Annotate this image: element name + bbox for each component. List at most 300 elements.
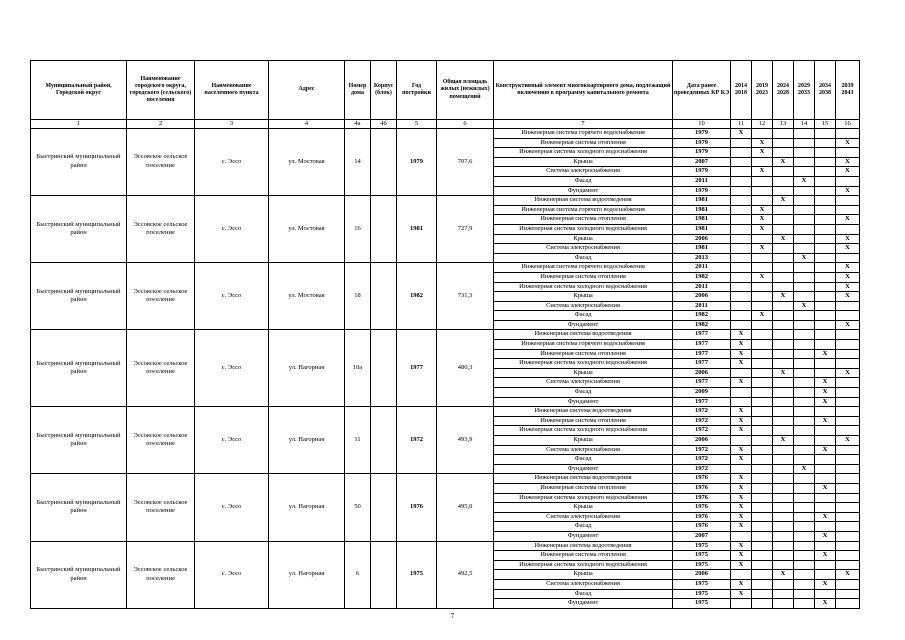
repair-period-mark: X — [815, 551, 836, 561]
structural-element-cell: Крыша — [494, 292, 673, 302]
structural-element-cell: Крыша — [494, 368, 673, 378]
repair-period-mark — [815, 560, 836, 570]
structural-element-cell: Инженерная система отопления — [494, 215, 673, 225]
repair-period-mark: X — [731, 541, 752, 551]
structural-element-cell: Фундамент — [494, 397, 673, 407]
column-number: 6 — [437, 120, 494, 129]
previous-repair-date-cell: 1972 — [673, 416, 731, 426]
previous-repair-date-cell: 2007 — [673, 157, 731, 167]
repair-period-mark — [773, 253, 794, 263]
repair-period-mark: X — [731, 474, 752, 484]
repair-period-mark — [773, 129, 794, 139]
structural-element-cell: Инженерная система отопления — [494, 138, 673, 148]
repair-period-mark — [815, 224, 836, 234]
repair-period-mark — [815, 503, 836, 513]
repair-period-mark — [794, 512, 815, 522]
repair-period-mark — [731, 311, 752, 321]
repair-period-mark: X — [836, 157, 860, 167]
repair-period-mark: X — [815, 531, 836, 541]
repair-period-mark — [836, 560, 860, 570]
block-cell — [371, 196, 397, 263]
area-cell: 480,3 — [437, 330, 494, 407]
locality-cell: с. Эссо — [195, 407, 269, 474]
repair-period-mark — [815, 541, 836, 551]
repair-period-mark: X — [752, 138, 773, 148]
header-district: Муниципальный район, Городской округ — [31, 61, 127, 120]
previous-repair-date-cell: 2011 — [673, 282, 731, 292]
block-cell — [371, 407, 397, 474]
repair-period-mark — [773, 263, 794, 273]
repair-period-mark: X — [731, 416, 752, 426]
repair-period-mark: X — [752, 224, 773, 234]
capital-repair-program-table — [30, 60, 860, 609]
repair-period-mark — [752, 340, 773, 350]
previous-repair-date-cell: 2007 — [673, 531, 731, 541]
column-number: 4б — [371, 120, 397, 129]
repair-period-mark: X — [731, 579, 752, 589]
locality-cell: с. Эссо — [195, 129, 269, 196]
house-number-cell: 6 — [345, 541, 371, 608]
repair-period-mark — [731, 531, 752, 541]
repair-period-mark — [794, 148, 815, 158]
previous-repair-date-cell: 1976 — [673, 512, 731, 522]
year-built-cell: 1982 — [397, 263, 437, 330]
repair-period-mark — [836, 512, 860, 522]
column-number: 14 — [794, 120, 815, 129]
repair-period-mark — [815, 138, 836, 148]
house-number-cell: 11 — [345, 407, 371, 474]
repair-period-mark — [836, 388, 860, 398]
previous-repair-date-cell: 2013 — [673, 253, 731, 263]
repair-period-mark — [773, 426, 794, 436]
previous-repair-date-cell: 2006 — [673, 234, 731, 244]
repair-period-mark — [731, 196, 752, 206]
previous-repair-date-cell: 2006 — [673, 368, 731, 378]
repair-period-mark — [731, 253, 752, 263]
structural-element-cell: Инженерная система холодного водоснабжения — [494, 148, 673, 158]
repair-period-mark — [794, 138, 815, 148]
structural-element-cell: Инженерная система холодного водоснабжения — [494, 426, 673, 436]
repair-period-mark: X — [836, 272, 860, 282]
repair-period-mark — [815, 455, 836, 465]
year-built-cell: 1981 — [397, 196, 437, 263]
repair-period-mark — [731, 368, 752, 378]
repair-period-mark — [815, 493, 836, 503]
repair-period-mark — [773, 493, 794, 503]
repair-period-mark — [752, 426, 773, 436]
structural-element-cell: Инженерная система водоотведения — [494, 474, 673, 484]
repair-period-mark — [836, 301, 860, 311]
previous-repair-date-cell: 1977 — [673, 359, 731, 369]
repair-period-mark — [752, 570, 773, 580]
repair-period-mark — [773, 340, 794, 350]
repair-period-mark — [752, 320, 773, 330]
column-number: 3 — [195, 120, 269, 129]
repair-period-mark: X — [836, 263, 860, 273]
table-body — [31, 129, 860, 609]
previous-repair-date-cell: 1977 — [673, 330, 731, 340]
repair-period-mark: X — [731, 407, 752, 417]
repair-period-mark — [815, 311, 836, 321]
repair-period-mark — [752, 301, 773, 311]
repair-period-mark: X — [836, 368, 860, 378]
previous-repair-date-cell: 2006 — [673, 292, 731, 302]
header-address: Адрес — [269, 61, 345, 120]
column-number: 5 — [397, 120, 437, 129]
repair-period-mark — [815, 407, 836, 417]
repair-period-mark — [815, 292, 836, 302]
repair-period-mark — [794, 272, 815, 282]
repair-period-mark — [836, 359, 860, 369]
previous-repair-date-cell: 1977 — [673, 378, 731, 388]
repair-period-mark — [794, 416, 815, 426]
column-number: 1 — [31, 120, 127, 129]
repair-period-mark — [794, 455, 815, 465]
area-cell: 493,9 — [437, 407, 494, 474]
header-block: Корпус (блок) — [371, 61, 397, 120]
repair-period-mark — [794, 320, 815, 330]
repair-period-mark — [794, 157, 815, 167]
street-cell: ул. Мостовая — [269, 263, 345, 330]
structural-element-cell: Инженерная система водоотведения — [494, 407, 673, 417]
repair-period-mark — [815, 215, 836, 225]
repair-period-mark — [815, 330, 836, 340]
repair-period-mark — [773, 397, 794, 407]
repair-period-mark — [815, 234, 836, 244]
repair-period-mark — [794, 292, 815, 302]
repair-period-mark: X — [731, 455, 752, 465]
repair-period-mark — [773, 167, 794, 177]
repair-period-mark: X — [752, 167, 773, 177]
column-number: 15 — [815, 120, 836, 129]
previous-repair-date-cell: 1979 — [673, 148, 731, 158]
repair-period-mark — [794, 541, 815, 551]
repair-period-mark — [752, 292, 773, 302]
repair-period-mark — [752, 464, 773, 474]
repair-period-mark — [836, 407, 860, 417]
structural-element-cell: Инженерная система отопления — [494, 272, 673, 282]
repair-period-mark — [815, 570, 836, 580]
repair-period-mark — [752, 416, 773, 426]
previous-repair-date-cell: 1972 — [673, 426, 731, 436]
repair-period-mark — [836, 551, 860, 561]
repair-period-mark — [794, 349, 815, 359]
repair-period-mark — [836, 205, 860, 215]
repair-period-mark: X — [773, 234, 794, 244]
structural-element-cell: Фасад — [494, 522, 673, 532]
table-row — [31, 330, 860, 340]
structural-element-cell: Инженерная система водоотведения — [494, 541, 673, 551]
year-built-cell: 1976 — [397, 474, 437, 541]
repair-period-mark: X — [731, 522, 752, 532]
repair-period-mark: X — [752, 148, 773, 158]
repair-period-mark — [752, 263, 773, 273]
repair-period-mark — [773, 282, 794, 292]
repair-period-mark — [773, 138, 794, 148]
repair-period-mark — [794, 551, 815, 561]
district-cell: Быстринский муниципальный район — [31, 474, 127, 541]
repair-period-mark — [773, 416, 794, 426]
repair-period-mark — [794, 244, 815, 254]
structural-element-cell: Инженерная система горячего водоснабжения — [494, 129, 673, 139]
header-period-2039-2043: 2039 2043 — [836, 61, 860, 120]
repair-period-mark — [794, 493, 815, 503]
repair-period-mark — [773, 349, 794, 359]
previous-repair-date-cell: 1981 — [673, 196, 731, 206]
repair-period-mark — [773, 531, 794, 541]
repair-period-mark — [773, 503, 794, 513]
structural-element-cell: Система электроснабжения — [494, 512, 673, 522]
structural-element-cell: Система электроснабжения — [494, 244, 673, 254]
header-structural-element: Конструктивный элемент многоквартирного дома, подлежащий включению в программу капитального ремонта — [494, 61, 673, 120]
repair-period-mark: X — [773, 368, 794, 378]
previous-repair-date-cell: 1982 — [673, 272, 731, 282]
repair-period-mark: X — [815, 397, 836, 407]
repair-period-mark — [815, 148, 836, 158]
structural-element-cell: Крыша — [494, 570, 673, 580]
settlement-cell: Эссовское сельское поселение — [127, 474, 195, 541]
repair-period-mark — [752, 551, 773, 561]
repair-period-mark: X — [794, 176, 815, 186]
repair-period-mark — [752, 397, 773, 407]
house-number-cell: 14 — [345, 129, 371, 196]
block-cell — [371, 263, 397, 330]
repair-period-mark — [752, 282, 773, 292]
street-cell: ул. Нагорная — [269, 330, 345, 407]
district-cell: Быстринский муниципальный район — [31, 330, 127, 407]
structural-element-cell: Система электроснабжения — [494, 579, 673, 589]
repair-period-mark: X — [731, 512, 752, 522]
settlement-cell: Эссовское сельское поселение — [127, 541, 195, 608]
previous-repair-date-cell: 1977 — [673, 349, 731, 359]
district-cell: Быстринский муниципальный район — [31, 196, 127, 263]
repair-period-mark: X — [836, 186, 860, 196]
repair-period-mark — [794, 483, 815, 493]
repair-period-mark — [815, 474, 836, 484]
repair-period-mark — [752, 483, 773, 493]
repair-period-mark — [836, 541, 860, 551]
repair-period-mark — [815, 272, 836, 282]
repair-period-mark — [794, 474, 815, 484]
repair-period-mark — [815, 244, 836, 254]
repair-period-mark: X — [836, 215, 860, 225]
year-built-cell: 1979 — [397, 129, 437, 196]
repair-period-mark — [731, 397, 752, 407]
locality-cell: с. Эссо — [195, 196, 269, 263]
repair-period-mark — [836, 253, 860, 263]
area-cell: 731,3 — [437, 263, 494, 330]
repair-period-mark: X — [815, 445, 836, 455]
repair-period-mark — [794, 340, 815, 350]
settlement-cell: Эссовское сельское поселение — [127, 330, 195, 407]
header-locality: Наименование населенного пункта — [195, 61, 269, 120]
repair-period-mark — [836, 445, 860, 455]
settlement-cell: Эссовское сельское поселение — [127, 407, 195, 474]
repair-period-mark — [815, 167, 836, 177]
settlement-cell: Эссовское сельское поселение — [127, 196, 195, 263]
repair-period-mark — [836, 330, 860, 340]
house-number-cell: 10а — [345, 330, 371, 407]
repair-period-mark: X — [773, 196, 794, 206]
repair-period-mark — [752, 253, 773, 263]
repair-period-mark — [731, 205, 752, 215]
repair-period-mark: X — [731, 426, 752, 436]
previous-repair-date-cell: 1972 — [673, 445, 731, 455]
column-number: 12 — [752, 120, 773, 129]
repair-period-mark: X — [752, 272, 773, 282]
repair-period-mark — [752, 234, 773, 244]
column-number-row — [31, 120, 860, 129]
repair-period-mark — [773, 205, 794, 215]
repair-period-mark — [752, 196, 773, 206]
street-cell: ул. Мостовая — [269, 196, 345, 263]
previous-repair-date-cell: 1976 — [673, 493, 731, 503]
repair-period-mark — [731, 320, 752, 330]
repair-period-mark — [731, 388, 752, 398]
district-cell: Быстринский муниципальный район — [31, 407, 127, 474]
repair-period-mark — [794, 263, 815, 273]
repair-period-mark — [752, 503, 773, 513]
repair-period-mark: X — [731, 340, 752, 350]
table-row — [31, 263, 860, 273]
structural-element-cell: Инженерная система холодного водоснабжения — [494, 224, 673, 234]
repair-period-mark — [794, 599, 815, 609]
repair-period-mark: X — [731, 349, 752, 359]
year-built-cell: 1975 — [397, 541, 437, 608]
repair-period-mark — [794, 282, 815, 292]
table-row — [31, 129, 860, 139]
repair-period-mark — [752, 129, 773, 139]
settlement-cell: Эссовское сельское поселение — [127, 263, 195, 330]
repair-period-mark: X — [815, 388, 836, 398]
repair-period-mark: X — [731, 589, 752, 599]
district-cell: Быстринский муниципальный район — [31, 541, 127, 608]
repair-period-mark — [731, 599, 752, 609]
structural-element-cell: Инженерная система отопления — [494, 551, 673, 561]
column-number: 4а — [345, 120, 371, 129]
locality-cell: с. Эссо — [195, 474, 269, 541]
repair-period-mark — [794, 368, 815, 378]
repair-period-mark — [752, 186, 773, 196]
locality-cell: с. Эссо — [195, 330, 269, 407]
structural-element-cell: Инженерная система холодного водоснабжения — [494, 359, 673, 369]
structural-element-cell: Инженерная система горячего водоснабжения — [494, 205, 673, 215]
block-cell — [371, 474, 397, 541]
repair-period-mark — [752, 455, 773, 465]
repair-period-mark: X — [815, 378, 836, 388]
structural-element-cell: Крыша — [494, 157, 673, 167]
repair-period-mark — [731, 148, 752, 158]
repair-period-mark — [815, 205, 836, 215]
repair-period-mark — [836, 224, 860, 234]
repair-period-mark: X — [815, 349, 836, 359]
repair-period-mark: X — [836, 234, 860, 244]
repair-period-mark — [773, 474, 794, 484]
structural-element-cell: Инженерная система холодного водоснабжения — [494, 560, 673, 570]
repair-period-mark — [815, 157, 836, 167]
repair-period-mark — [815, 301, 836, 311]
structural-element-cell: Инженерная система горячего водоснабжения — [494, 263, 673, 273]
repair-period-mark — [794, 205, 815, 215]
previous-repair-date-cell: 1981 — [673, 205, 731, 215]
locality-cell: с. Эссо — [195, 263, 269, 330]
repair-period-mark — [731, 157, 752, 167]
repair-period-mark — [773, 483, 794, 493]
repair-period-mark: X — [752, 215, 773, 225]
repair-period-mark — [752, 522, 773, 532]
table-row — [31, 474, 860, 484]
structural-element-cell: Система электроснабжения — [494, 167, 673, 177]
repair-period-mark — [731, 272, 752, 282]
header-row — [31, 61, 860, 120]
repair-period-mark — [731, 282, 752, 292]
repair-period-mark — [815, 253, 836, 263]
repair-period-mark — [836, 397, 860, 407]
street-cell: ул. Нагорная — [269, 474, 345, 541]
repair-period-mark — [815, 263, 836, 273]
structural-element-cell: Система электроснабжения — [494, 445, 673, 455]
structural-element-cell: Фасад — [494, 589, 673, 599]
repair-period-mark — [836, 176, 860, 186]
repair-period-mark — [731, 570, 752, 580]
repair-period-mark — [836, 493, 860, 503]
repair-period-mark — [794, 426, 815, 436]
repair-period-mark — [773, 464, 794, 474]
repair-period-mark — [794, 378, 815, 388]
repair-period-mark — [731, 263, 752, 273]
repair-period-mark — [794, 311, 815, 321]
repair-period-mark — [773, 388, 794, 398]
repair-period-mark: X — [731, 503, 752, 513]
repair-period-mark — [752, 599, 773, 609]
structural-element-cell: Фасад — [494, 176, 673, 186]
repair-period-mark: X — [773, 292, 794, 302]
header-settlement: Наименование городского округа, городского (сельского) поселения — [127, 61, 195, 120]
repair-period-mark — [794, 522, 815, 532]
repair-period-mark — [773, 148, 794, 158]
repair-period-mark — [773, 541, 794, 551]
repair-period-mark — [815, 368, 836, 378]
repair-period-mark — [752, 436, 773, 446]
previous-repair-date-cell: 1977 — [673, 340, 731, 350]
repair-period-mark — [752, 541, 773, 551]
repair-period-mark — [815, 436, 836, 446]
repair-period-mark: X — [731, 129, 752, 139]
repair-period-mark — [794, 445, 815, 455]
repair-period-mark — [794, 560, 815, 570]
repair-period-mark — [836, 464, 860, 474]
repair-period-mark — [815, 589, 836, 599]
structural-element-cell: Инженерная система отопления — [494, 349, 673, 359]
previous-repair-date-cell: 1975 — [673, 599, 731, 609]
repair-period-mark — [773, 522, 794, 532]
repair-period-mark — [836, 599, 860, 609]
repair-period-mark — [794, 359, 815, 369]
repair-period-mark — [731, 244, 752, 254]
repair-period-mark — [794, 186, 815, 196]
previous-repair-date-cell: 2011 — [673, 263, 731, 273]
column-number: 7 — [494, 120, 673, 129]
repair-period-mark — [731, 234, 752, 244]
header-previous-repair-date: Дата ранее проведенных КР КЭ — [673, 61, 731, 120]
repair-period-mark — [752, 493, 773, 503]
table-row — [31, 541, 860, 551]
header-house-number: Номер дома — [345, 61, 371, 120]
previous-repair-date-cell: 1979 — [673, 129, 731, 139]
header-year-built: Год постройки — [397, 61, 437, 120]
previous-repair-date-cell: 1979 — [673, 138, 731, 148]
street-cell: ул. Мостовая — [269, 129, 345, 196]
